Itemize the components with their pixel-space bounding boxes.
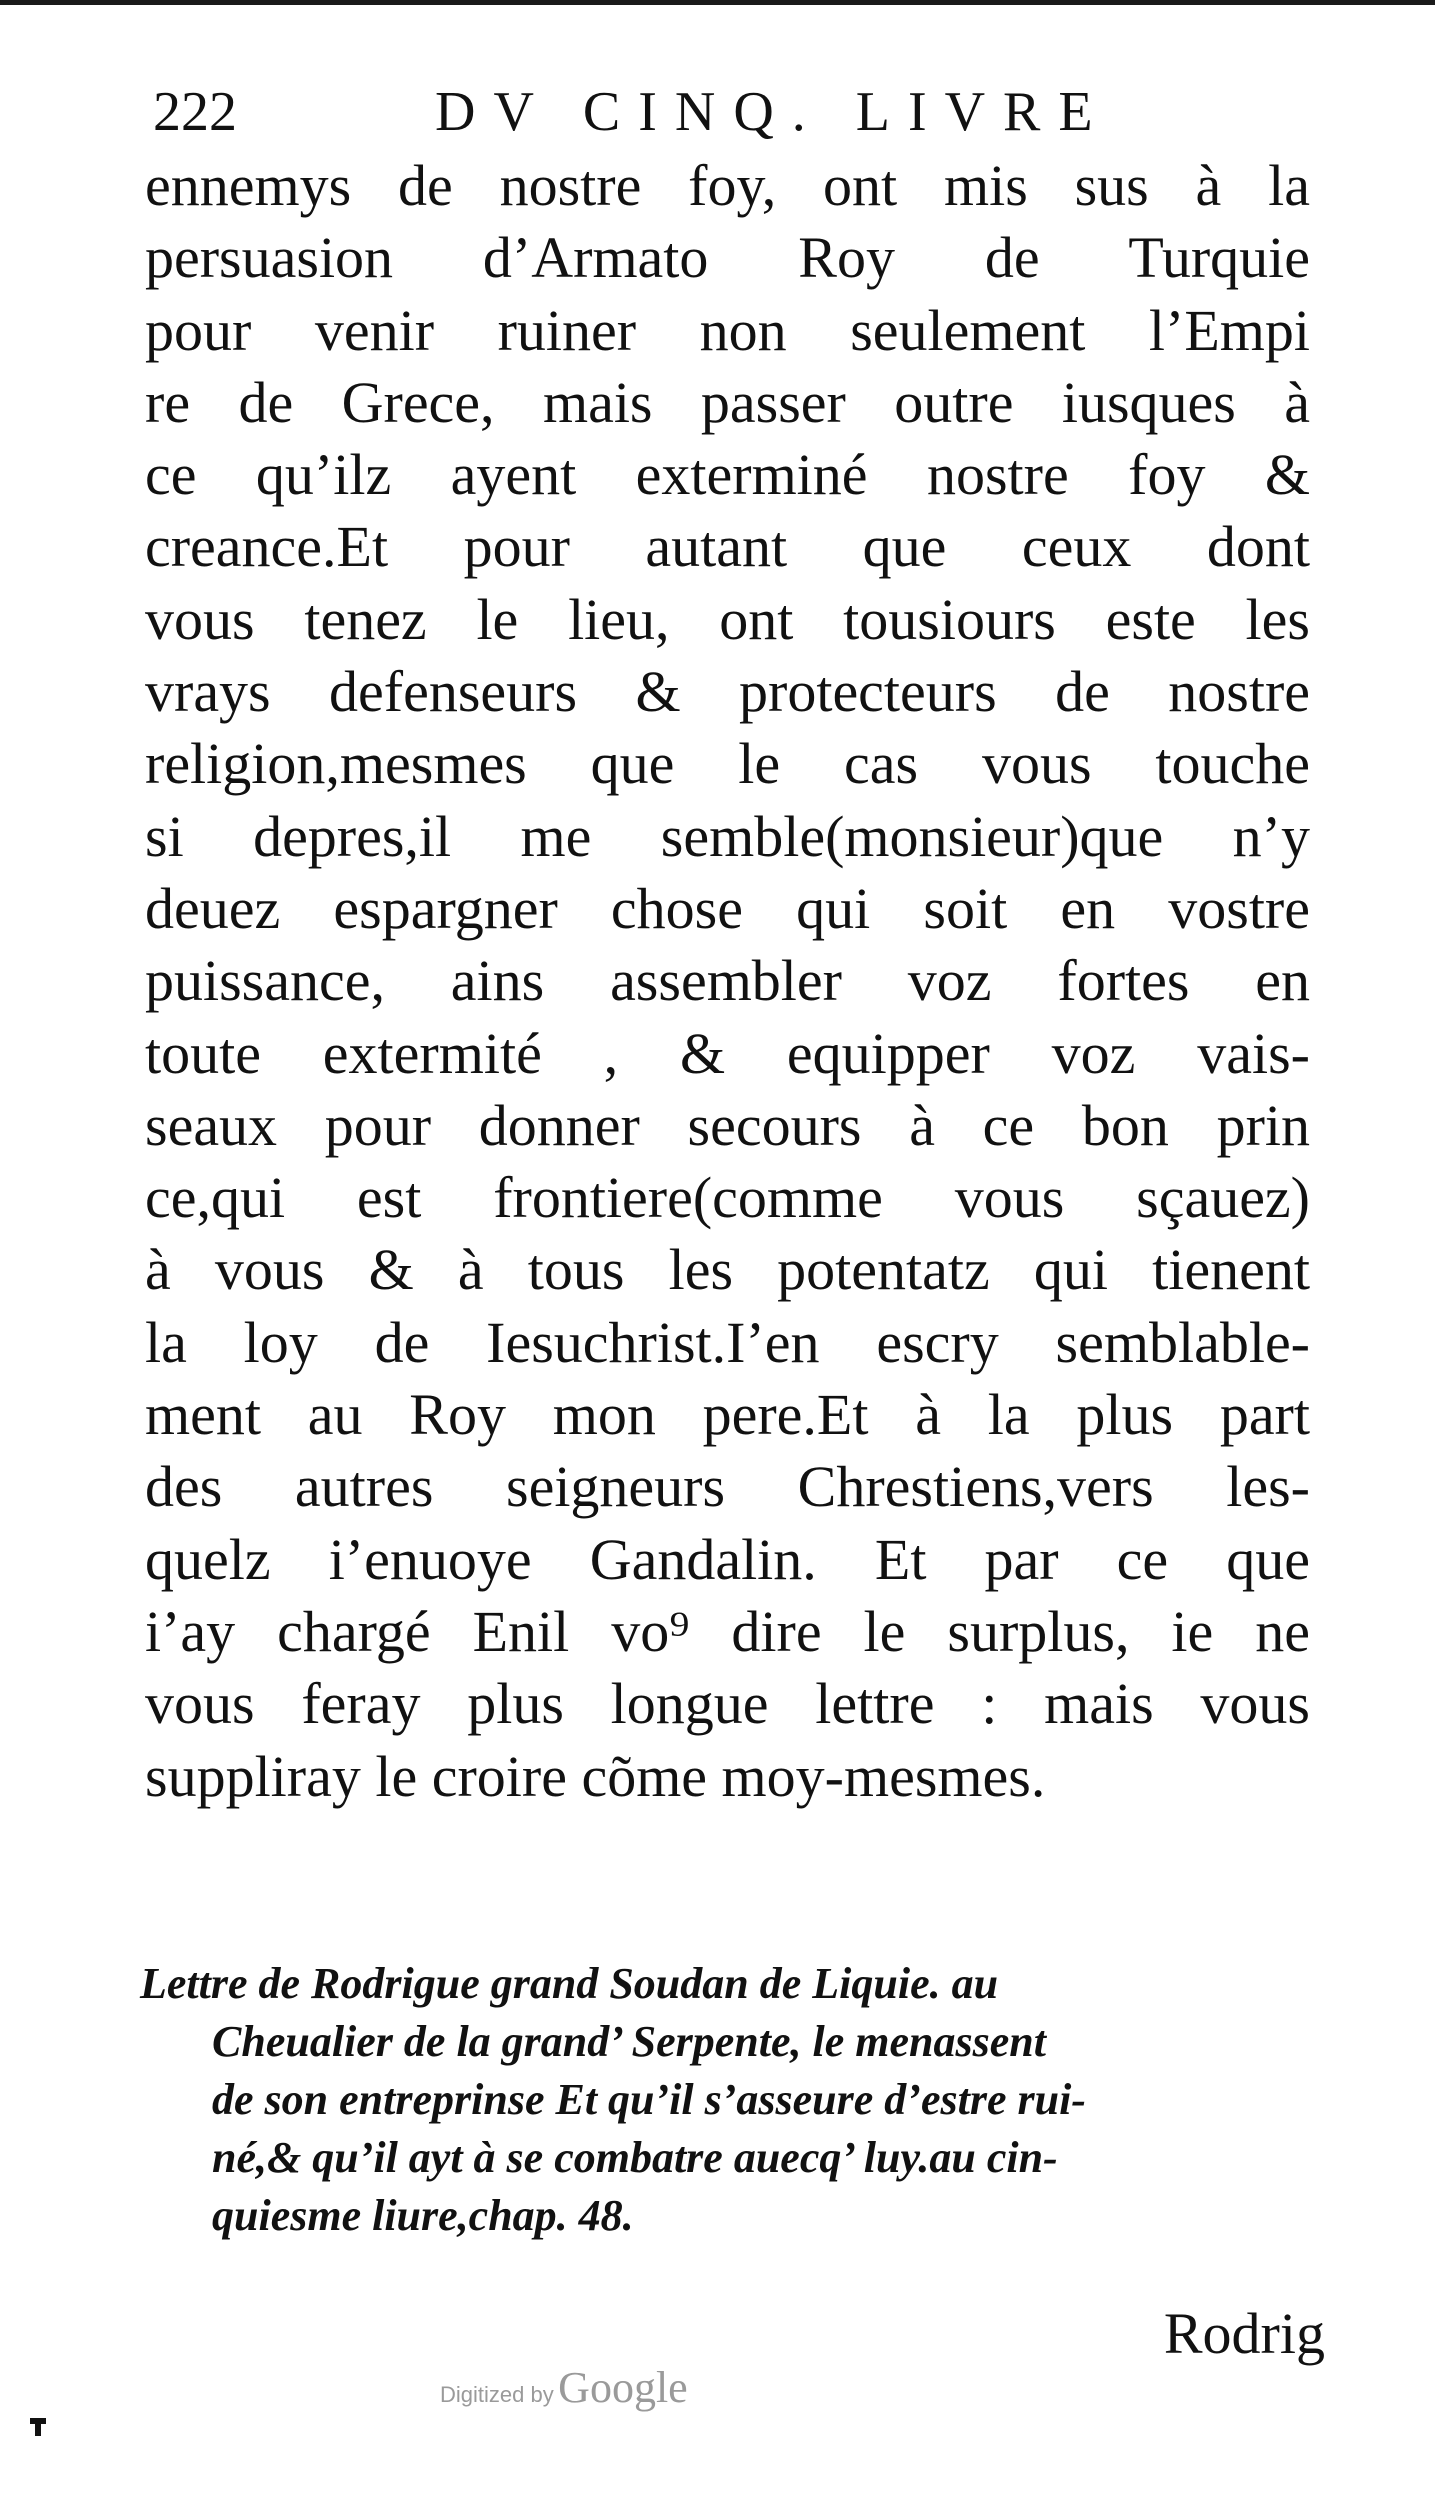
body-line: deuez espargner chose qui soit en vostre [145, 875, 1310, 941]
body-line: la loy de Iesuchrist.I’en escry semblable- [145, 1309, 1310, 1375]
page-number: 222 [153, 81, 237, 143]
digitized-watermark [440, 2362, 688, 2413]
top-edge-rule [0, 0, 1435, 5]
body-line: religion,mesmes que le cas vous touche [145, 731, 1310, 797]
body-text [135, 150, 1315, 1813]
caption-line: né,& qu’il ayt à se combatre auecq’ luy.au cin- [212, 2133, 1058, 2182]
body-line: ce,qui est frontiere(comme vous sçauez) [145, 1165, 1310, 1231]
watermark-brand: Google [558, 2363, 688, 2412]
caption-line: de son entreprinse Et qu’il s’asseure d’estre rui- [212, 2075, 1086, 2124]
caption-line: quiesme liure,chap. 48. [212, 2191, 634, 2240]
body-line: vrays defenseurs & protecteurs de nostre [145, 659, 1310, 725]
caption-line: Lettre de Rodrigue grand Soudan de Liquie. au [140, 1959, 999, 2008]
body-line: persuasion d’Armato Roy de Turquie [145, 225, 1310, 291]
running-title: DV CINQ. LIVRE [435, 81, 1111, 143]
body-line: vous tenez le lieu, ont tousiours este les [145, 586, 1310, 652]
body-line: ce qu’ilz ayent exterminé nostre foy & [145, 442, 1310, 508]
body-line: i’ay chargé Enil vo⁹ dire le surplus, ie ne [145, 1598, 1310, 1664]
body-line: re de Grece, mais passer outre iusques à [145, 369, 1310, 435]
body-line: suppliray le croire cõme moy-mesmes. [145, 1743, 1046, 1809]
body-line: ment au Roy mon pere.Et à la plus part [145, 1382, 1310, 1448]
body-line: si depres,il me semble(monsieur)que n’y [145, 803, 1310, 869]
body-line: des autres seigneurs Chrestiens,vers les- [145, 1454, 1310, 1520]
caption-line: Cheualier de la grand’ Serpente, le menassent [212, 2017, 1046, 2066]
body-line: vous feray plus longue lettre : mais vous [145, 1671, 1310, 1737]
body-line: toute extermité , & equipper voz vais- [145, 1020, 1310, 1086]
page-content [135, 70, 1315, 1813]
body-line: ennemys de nostre foy, ont mis sus à la [145, 153, 1310, 218]
body-line: puissance, ains assembler voz fortes en [145, 948, 1310, 1014]
body-line: à vous & à tous les potentatz qui tienent [145, 1237, 1310, 1303]
body-line: quelz i’enuoye Gandalin. Et par ce que [145, 1526, 1310, 1592]
page-header [135, 70, 1315, 150]
watermark-prefix: Digitized by [440, 2382, 554, 2407]
body-line: creance.Et pour autant que ceux dont [145, 514, 1310, 580]
body-line: pour venir ruiner non seulement l’Empi [145, 297, 1310, 363]
catchword: Rodrig [1163, 2301, 1325, 2366]
letter-heading-caption [140, 1955, 1320, 2245]
body-line: seaux pour donner secours à ce bon prin [145, 1092, 1310, 1158]
printer-mark-icon [30, 2418, 46, 2424]
